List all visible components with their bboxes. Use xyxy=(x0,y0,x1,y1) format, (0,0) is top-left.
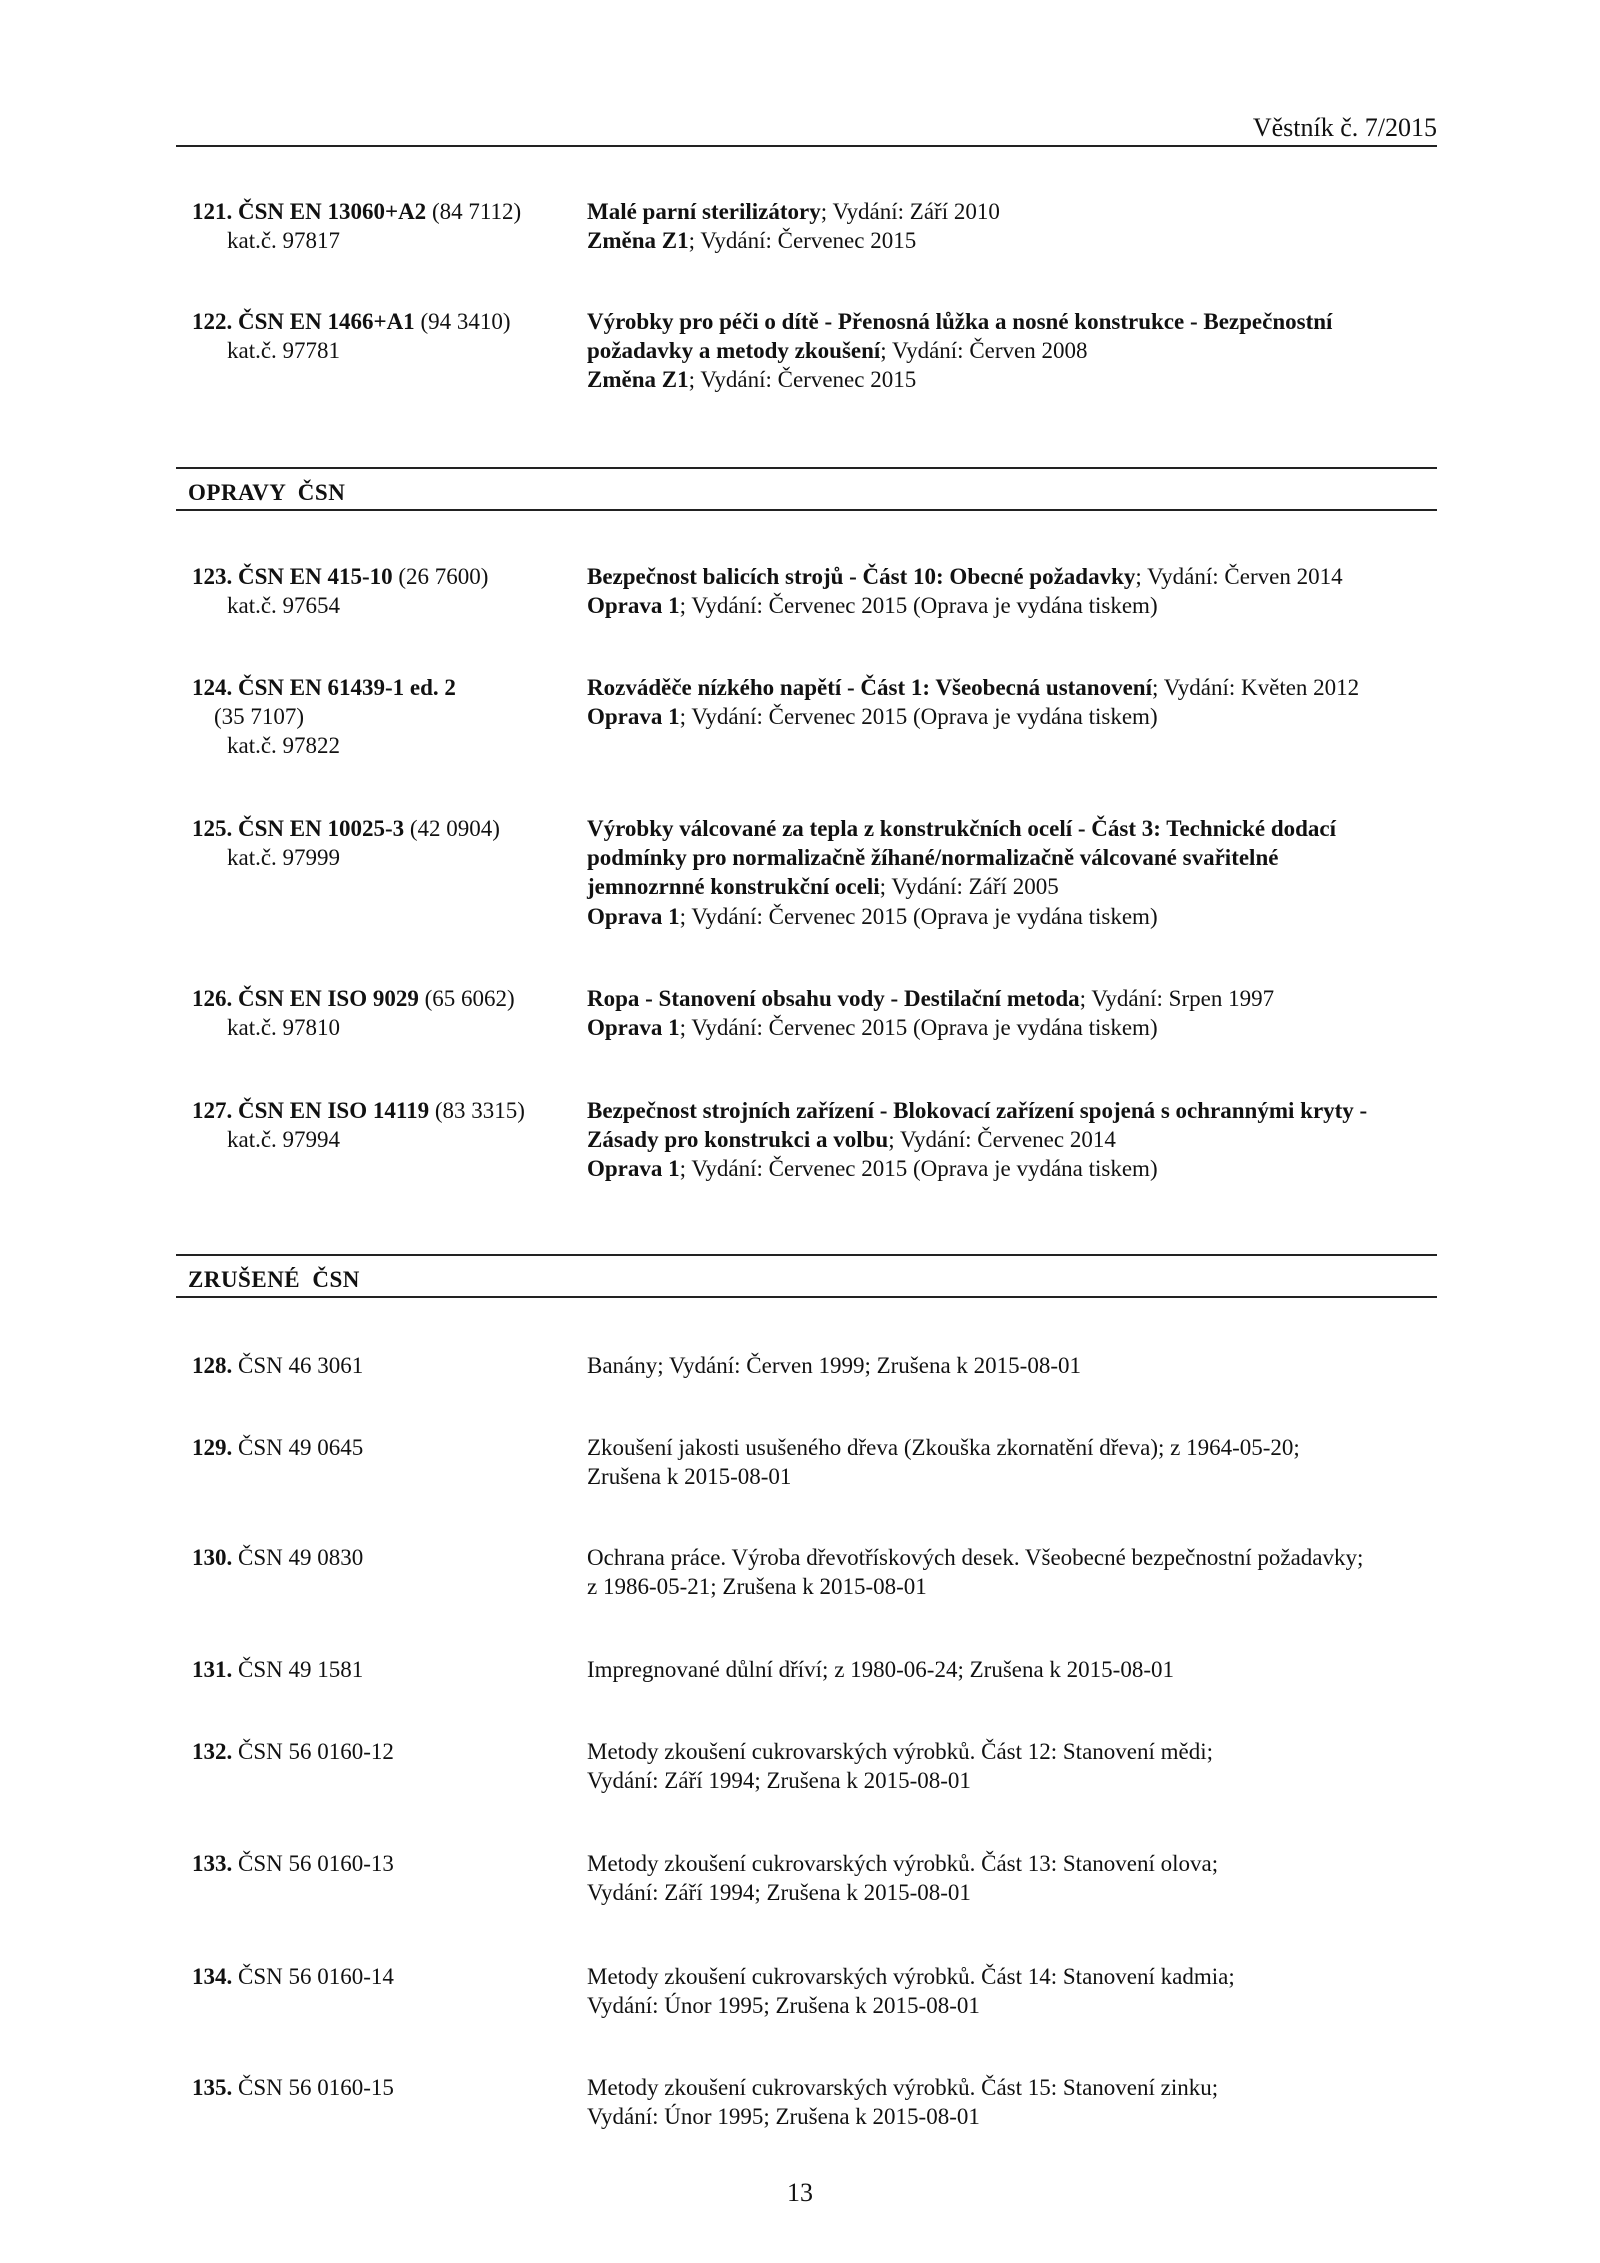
standard-description xyxy=(587,1433,1437,1491)
correction-label: Oprava 1 xyxy=(587,704,680,730)
standard-code: ČSN 56 0160-14 xyxy=(238,1964,394,1989)
catalog-number: kat.č. 97781 xyxy=(227,338,341,364)
standard-reference xyxy=(192,673,577,761)
standard-title-cont: podmínky pro normalizačně žíhané/normalizačně válcované svařitelné xyxy=(587,845,1279,871)
catalog-number: kat.č. 97654 xyxy=(227,593,341,619)
edition-info: ; Vydání: Srpen 1997 xyxy=(1079,986,1275,1011)
description-line: Metody zkoušení cukrovarských výrobků. Část 13: Stanovení olova; xyxy=(587,1851,1219,1876)
standard-description xyxy=(587,2073,1437,2131)
standard-reference xyxy=(192,1962,577,1991)
correction-info: ; Vydání: Červenec 2015 (Oprava je vydána tiskem) xyxy=(679,593,1158,619)
change-label: Změna Z1 xyxy=(587,367,689,393)
standard-reference xyxy=(192,1096,577,1154)
standard-description xyxy=(587,1351,1437,1380)
change-info: ; Vydání: Červenec 2015 xyxy=(688,228,917,254)
correction-info: ; Vydání: Červenec 2015 (Oprava je vydána tiskem) xyxy=(679,1156,1158,1182)
standard-reference xyxy=(192,1543,577,1572)
standard-reference xyxy=(192,1655,577,1684)
standard-code: ČSN 46 3061 xyxy=(238,1353,364,1378)
class-code: (35 7107) xyxy=(214,704,305,730)
standard-code: ČSN EN ISO 9029 xyxy=(238,986,419,1011)
standard-reference xyxy=(192,1849,577,1878)
standard-description xyxy=(587,1543,1437,1601)
section-title: ZRUŠENÉ ČSN xyxy=(188,1267,360,1292)
standard-reference xyxy=(192,814,577,872)
correction-info: ; Vydání: Červenec 2015 (Oprava je vydána tiskem) xyxy=(679,704,1158,730)
standard-code: ČSN 56 0160-13 xyxy=(238,1851,394,1876)
standard-description xyxy=(587,1737,1437,1795)
standard-code: ČSN EN ISO 14119 xyxy=(238,1098,430,1123)
standard-code: ČSN EN 13060+A2 xyxy=(238,199,427,224)
standard-description xyxy=(587,814,1437,931)
edition-info: ; Vydání: Červen 2008 xyxy=(880,338,1088,364)
change-label: Změna Z1 xyxy=(587,228,689,254)
class-code: (26 7600) xyxy=(398,564,489,589)
catalog-number: kat.č. 97810 xyxy=(227,1015,341,1041)
standard-title: Výrobky válcované za tepla z konstrukčních ocelí - Část 3: Technické dodací xyxy=(587,816,1337,841)
correction-info: ; Vydání: Červenec 2015 (Oprava je vydána tiskem) xyxy=(679,1015,1158,1041)
description-line: Zrušena k 2015-08-01 xyxy=(587,1464,792,1490)
entry-number: 128. xyxy=(192,1353,233,1378)
entry-number: 131. xyxy=(192,1657,233,1682)
entry-number: 134. xyxy=(192,1964,233,1989)
standard-title-cont: jemnozrnné konstrukční oceli xyxy=(587,874,880,900)
standard-code: ČSN 49 0645 xyxy=(238,1435,364,1460)
catalog-number: kat.č. 97822 xyxy=(227,733,341,759)
standard-reference xyxy=(192,2073,577,2102)
entry-number: 135. xyxy=(192,2075,233,2100)
description-line: Zkoušení jakosti usušeného dřeva (Zkouška zkornatění dřeva); z 1964-05-20; xyxy=(587,1435,1300,1460)
correction-label: Oprava 1 xyxy=(587,1156,680,1182)
standard-title: Bezpečnost strojních zařízení - Blokovací zařízení spojená s ochrannými kryty - xyxy=(587,1098,1368,1123)
standard-description xyxy=(587,562,1437,620)
standard-reference xyxy=(192,307,577,365)
entry-number: 133. xyxy=(192,1851,233,1876)
standard-code: ČSN 56 0160-12 xyxy=(238,1739,394,1764)
entry-number: 132. xyxy=(192,1739,233,1764)
entry-number: 123. xyxy=(192,564,233,589)
bulletin-title: Věstník č. 7/2015 xyxy=(1252,113,1437,142)
standard-title: Ropa - Stanovení obsahu vody - Destilační metoda xyxy=(587,986,1080,1011)
standard-reference xyxy=(192,1351,577,1380)
correction-label: Oprava 1 xyxy=(587,903,680,929)
correction-info: ; Vydání: Červenec 2015 (Oprava je vydána tiskem) xyxy=(679,903,1158,929)
description-line: Metody zkoušení cukrovarských výrobků. Část 14: Stanovení kadmia; xyxy=(587,1964,1235,1989)
standard-description xyxy=(587,1962,1437,2020)
description-line: Ochrana práce. Výroba dřevotřískových desek. Všeobecné bezpečnostní požadavky; xyxy=(587,1545,1364,1570)
description-line: Metody zkoušení cukrovarských výrobků. Část 12: Stanovení mědi; xyxy=(587,1739,1214,1764)
catalog-number: kat.č. 97817 xyxy=(227,228,341,254)
edition-info: ; Vydání: Červen 2014 xyxy=(1135,564,1343,589)
standard-reference xyxy=(192,1737,577,1766)
entry-number: 130. xyxy=(192,1545,233,1570)
change-info: ; Vydání: Červenec 2015 xyxy=(688,367,917,393)
entry-number: 122. xyxy=(192,309,233,334)
description-line: Vydání: Září 1994; Zrušena k 2015-08-01 xyxy=(587,1880,971,1906)
standard-code: ČSN 49 1581 xyxy=(238,1657,364,1682)
standard-code: ČSN EN 1466+A1 xyxy=(238,309,415,334)
standard-code: ČSN EN 10025-3 xyxy=(238,816,405,841)
standard-reference xyxy=(192,984,577,1042)
class-code: (94 3410) xyxy=(420,309,511,334)
standard-title: Malé parní sterilizátory xyxy=(587,199,821,224)
description-line: Vydání: Září 1994; Zrušena k 2015-08-01 xyxy=(587,1768,971,1794)
catalog-number: kat.č. 97994 xyxy=(227,1127,341,1153)
description-line: Banány; Vydání: Červen 1999; Zrušena k 2015-08-01 xyxy=(587,1353,1081,1378)
section-header-withdrawn xyxy=(176,1254,1437,1298)
entry-number: 121. xyxy=(192,199,233,224)
correction-label: Oprava 1 xyxy=(587,1015,680,1041)
standard-title: Rozváděče nízkého napětí - Část 1: Všeobecná ustanovení xyxy=(587,675,1152,700)
standard-title: Bezpečnost balicích strojů - Část 10: Obecné požadavky xyxy=(587,564,1136,589)
class-code: (42 0904) xyxy=(409,816,500,841)
standard-description xyxy=(587,673,1437,731)
entry-number: 129. xyxy=(192,1435,233,1460)
description-line: Metody zkoušení cukrovarských výrobků. Část 15: Stanovení zinku; xyxy=(587,2075,1219,2100)
standard-description xyxy=(587,307,1437,395)
edition-info: ; Vydání: Září 2005 xyxy=(879,874,1059,900)
edition-info: ; Vydání: Září 2010 xyxy=(820,199,1000,224)
standard-description xyxy=(587,197,1437,255)
standard-description xyxy=(587,984,1437,1042)
description-line: z 1986-05-21; Zrušena k 2015-08-01 xyxy=(587,1574,927,1600)
class-code: (84 7112) xyxy=(431,199,522,224)
standard-description xyxy=(587,1849,1437,1907)
standard-title-cont: Zásady pro konstrukci a volbu xyxy=(587,1127,889,1153)
standard-description xyxy=(587,1096,1437,1184)
class-code: (83 3315) xyxy=(434,1098,525,1123)
standard-code: ČSN EN 415-10 xyxy=(238,564,393,589)
description-line: Impregnované důlní dříví; z 1980-06-24; Zrušena k 2015-08-01 xyxy=(587,1657,1175,1682)
section-title: OPRAVY ČSN xyxy=(188,480,346,505)
standard-reference xyxy=(192,197,577,255)
standard-reference xyxy=(192,562,577,620)
catalog-number: kat.č. 97999 xyxy=(227,845,341,871)
standard-title: Výrobky pro péči o dítě - Přenosná lůžka a nosné konstrukce - Bezpečnostní xyxy=(587,309,1333,334)
standard-description xyxy=(587,1655,1437,1684)
entry-number: 127. xyxy=(192,1098,233,1123)
edition-info: ; Vydání: Květen 2012 xyxy=(1151,675,1360,700)
standard-code: ČSN EN 61439-1 ed. 2 xyxy=(238,675,456,700)
standard-reference xyxy=(192,1433,577,1462)
description-line: Vydání: Únor 1995; Zrušena k 2015-08-01 xyxy=(587,2104,980,2130)
correction-label: Oprava 1 xyxy=(587,593,680,619)
page-header xyxy=(176,111,1437,147)
edition-info: ; Vydání: Červenec 2014 xyxy=(888,1127,1116,1153)
section-header-corrections xyxy=(176,467,1437,511)
standard-code: ČSN 56 0160-15 xyxy=(238,2075,394,2100)
standard-code: ČSN 49 0830 xyxy=(238,1545,364,1570)
class-code: (65 6062) xyxy=(424,986,515,1011)
entry-number: 124. xyxy=(192,675,233,700)
standard-title-cont: požadavky a metody zkoušení xyxy=(587,338,881,364)
description-line: Vydání: Únor 1995; Zrušena k 2015-08-01 xyxy=(587,1993,980,2019)
entry-number: 126. xyxy=(192,986,233,1011)
entry-number: 125. xyxy=(192,816,233,841)
page-number: 13 xyxy=(787,2178,813,2207)
